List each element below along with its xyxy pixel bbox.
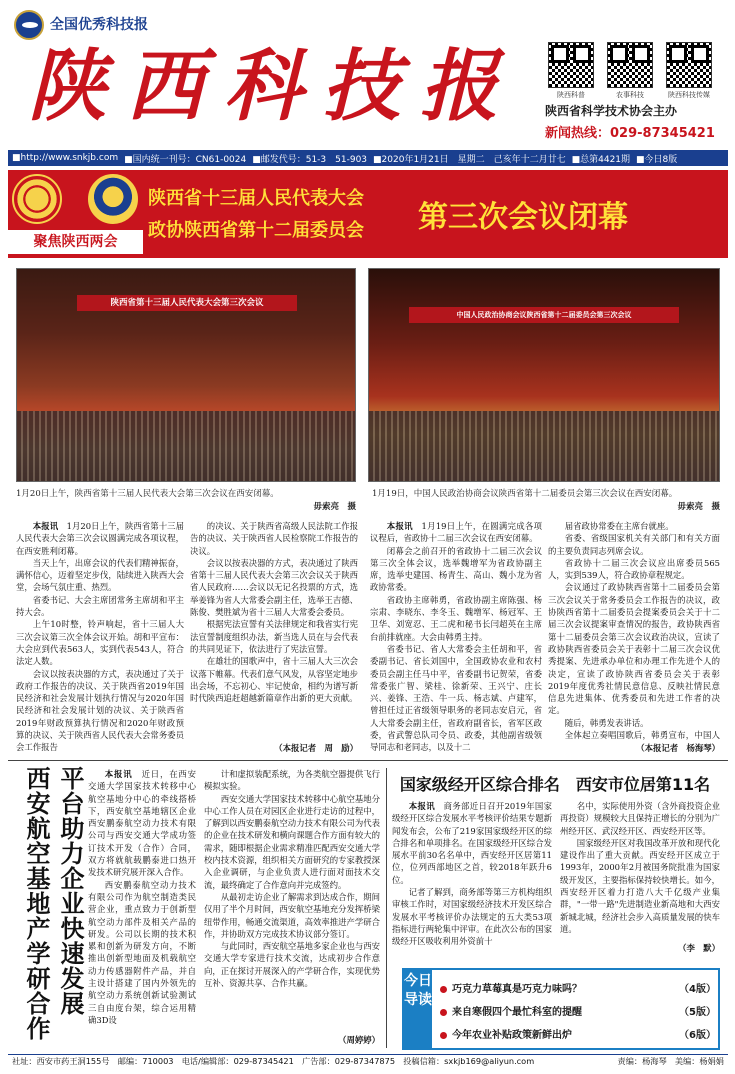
photo-audience — [369, 411, 719, 481]
article-paragraph: 名中，实际使用外资（含外商投资企业再投资）规模较大且保持正增长的分别为广州经开区、武汉经开区、西安经开区等。 — [560, 801, 720, 836]
article-paragraph: 在雄壮的国歌声中，省十三届人大三次会议落下帷幕。代表们意气风发，从容坚定地步出会场，不忘初心、牢记使命，相约为谱写新时代陕西追赶超越新篇章作出新的更大贡献。 — [190, 656, 358, 704]
today-guide-box — [402, 968, 720, 1050]
article-paragraph: 全体起立奏唱国歌后，韩勇宣布，中国人 — [564, 730, 720, 741]
national-emblem-icon — [12, 174, 62, 224]
news-hotline[interactable]: 新闻热线：029-87345421 — [545, 126, 715, 141]
caption-text: 1月19日，中国人民政治协商会议陕西省第十二届委员会第三次会议在西安闭幕。 — [372, 489, 678, 499]
guide-label: 今日导读 — [404, 970, 432, 1048]
cppcc-emblem-icon — [88, 174, 138, 224]
photo-credit: 毋索亮 摄 — [313, 502, 356, 512]
article-devzone-col1 — [392, 800, 552, 958]
article-aviation-byline: （周婷婷） — [338, 1035, 380, 1045]
article-paragraph: 国家级经开区对我国改革开放和现代化建设作出了重大贡献。西安经开区成立于1993年，2000年2月被国务院批准为国家级开发区，主要指标保持较快增长。如今，西安经开区着力打造八大千亿级产业集群，"一带一路"先进制造业新高地和大西安新城北城，经济社会步入高质量发展的快车道。 — [560, 837, 720, 934]
guide-item[interactable] — [440, 980, 716, 995]
footer-contact: 社址：西安市药王洞155号 邮编：710003 电话/编辑部：029-87345421 广告部：029-87347875 投稿信箱：sxkjb169@aliyun.com — [12, 1056, 535, 1066]
page-count: ■今日8版 — [636, 154, 678, 165]
photo-stage-banner: 中国人民政治协商会议陕西省第十二届委员会第三次会议 — [409, 307, 679, 323]
bullet-icon — [440, 1009, 447, 1016]
guide-item-page: （6版） — [679, 1030, 716, 1041]
issue-info-bar — [8, 150, 728, 166]
article-paragraph: 省委书记、大会主席团常务主席胡和平主持大会。 — [16, 594, 184, 618]
headline-sub: 西安航空基地产学研合作 — [22, 766, 50, 1041]
caption-text: 1月20日上午，陕西省第十三届人民代表大会第三次会议在西安闭幕。 — [16, 489, 279, 499]
guide-item-page: （5版） — [679, 1007, 716, 1018]
website-url[interactable]: ■http://www.snkjb.com — [12, 153, 119, 163]
article-paragraph: 记者了解到，商务部等第三方机构组织审核工作时，对国家级经济技术开发区综合发展水平考核评价办法规定的五大类53项指标进行两轮集中评审。在此次公布的国家级经开区吸收利用外资前十 — [392, 887, 552, 947]
banner-line-2: 政协陕西省第十二届委员会 — [148, 220, 364, 241]
column-divider — [386, 768, 387, 1048]
guide-item-title: 巧克力草莓真是巧克力味吗？ — [452, 984, 582, 995]
article-paragraph: 与此同时，西安航空基地多家企业也与西安交通大学专家进行技术交流，达成初步合作意向，正在探讨开展深入的产学研合作，实现优势互补、资源共享、合作共赢。 — [204, 941, 380, 989]
photo-stage-banner: 陕西省第十三届人民代表大会第三次会议 — [77, 295, 297, 311]
article-paragraph: 省政协主席韩勇，省政协副主席陈强、杨宗肃、李晓东、李冬玉、魏增军、杨冠军、王卫华、刘宽忍、王二虎和秘书长闫超英在主席台前排就座。大会由韩勇主持。 — [370, 594, 542, 642]
qr-label: 陕西科普 — [557, 91, 585, 99]
article-devzone-headline: 国家级经开区综合排名 西安市位居第11名 — [399, 775, 711, 794]
article-cppcc-byline: （本报记者 杨海琴） — [636, 743, 720, 753]
article-aviation-col1 — [88, 768, 196, 1048]
article-aviation-headline — [14, 766, 84, 1041]
footer-editors: 责编：杨海琴 美编：杨娟娟 — [617, 1056, 724, 1066]
article-paragraph: 本报讯 1月20日上午，陕西省第十三届人民代表大会第三次会议圆满完成各项议程，在西安胜利闭幕。 — [16, 521, 184, 556]
article-paragraph: 本报讯 商务部近日召开2019年国家级经开区综合发展水平考核评价结果专题新闻发布会，公布了219家国家级经开区的综合排名和单项排名。在国家级经开区综合发展水平前30名名单中，西安经开区居第11位，位列西部地区之首，较2018年跃升6位。 — [392, 801, 552, 885]
guide-item-page: （4版） — [679, 984, 716, 995]
qr-label: 陕西科技传媒 — [668, 91, 710, 99]
article-paragraph: 计和虚拟装配系统，为各类航空器提供飞行模拟实验。 — [204, 769, 380, 792]
section-divider — [8, 760, 728, 761]
page-footer — [8, 1054, 728, 1068]
article-paragraph: 省委书记、省人大常委会主任胡和平，省委副书记、省长刘国中，全国政协农业和农村委员会副主任马中平，省委副书记贺荣，省委常委张广智、梁桂、徐新荣、王兴宁、庄长兴、姜锋、王浩、牛一兵、杨志斌、卢建军，曾担任过正省级领导职务的老同志安启元，省人大常委会副主任，省政府副省长，省军区政委，省武警总队司令员、政委，其他副省级领导同志和老同志，以及十二 — [370, 643, 542, 753]
article-paragraph: 从最初走访企业了解需求到达成合作，期间仅用了半个月时间，西安航空基地充分发挥桥梁纽带作用，畅通交流渠道，高效率推进产学研合作，并协助双方完成技术协议部分签订。 — [204, 891, 380, 939]
article-paragraph: 西安鹏泰航空动力技术有限公司作为航空制造类民营企业，重点致力于创新型航空动力部件及相关产品的研发。公司以长期的技术积累和创新为研发方向，不断推出创新型地面及机载航空动力传感器附件产品，并自主设计搭建了国内外领先的航空动力系统创新试验测试三自由度台架，综合运用精确3D设 — [88, 879, 196, 1025]
article-paragraph: 本报讯 近日，在西安交通大学国家技术转移中心航空基地分中心的牵线搭桥下，西安航空基地辖区企业西安鹏泰航空动力技术有限公司与西安交通大学成功签订技术开发（合作）合同，双方将就航载鹏泰进口热开发技术研究展开深入合作。 — [88, 769, 196, 878]
newspaper-logo-icon — [14, 10, 44, 40]
photo-caption-left — [16, 488, 356, 514]
qr-code-icon[interactable] — [666, 42, 712, 88]
article-cppcc-col2 — [548, 520, 720, 742]
article-paragraph: 省政协十二届三次会议应出席委员565人，实到539人，符合政协章程规定。 — [548, 557, 720, 581]
article-paragraph: 会议通过了政协陕西省第十二届委员会第三次会议关于常务委员会工作报告的决议，政协陕西省第十二届委员会提案委员会关于十二届三次会议提案审查情况的报告，政协陕西省第十二届委员会第三次会议政治决议，宣读了政协陕西省委员会关于表彰十二届三次会议优秀提案、先进承办单位和办理工作先进个人的决定，宣读了政协陕西省委员会关于表彰2019年度优秀社情民意信息、反映社情民意信息先进集体、优秀委员和先进工作者的决定。 — [548, 582, 720, 716]
guide-item-title: 今年农业补贴政策新鲜出炉 — [452, 1030, 572, 1041]
photo-caption-right — [372, 488, 720, 514]
article-devzone-col2 — [560, 800, 720, 940]
article-paragraph: 西安交通大学国家技术转移中心航空基地分中心工作人员在对园区企业进行走访的过程中，了解到以西安鹏泰航空动力技术有限公司为代表的企业在技术研发和横向课题合作方面有较大的需求，随即根据企业需求精准匹配西安交通大学校内技术资源，组织相关方面研究的专家教授深入企业调研，与企业负责人进行面对面技术交流，最终确定了合作意向并完成签约。 — [204, 793, 380, 890]
article-devzone-byline: （李 默） — [678, 943, 720, 953]
headline-banner — [8, 170, 728, 258]
masthead — [0, 0, 735, 148]
masthead-slogan: 全国优秀科技报 — [50, 17, 148, 33]
bullet-icon — [440, 986, 447, 993]
article-aviation-col2 — [204, 768, 380, 1024]
article-paragraph: 本报讯 1月19日上午，在圆满完成各项议程后，省政协十二届三次会议在西安闭幕。 — [370, 521, 542, 544]
sponsor-line: 陕西省科学技术协会主办 — [545, 104, 678, 118]
article-npc-col1 — [16, 520, 184, 756]
postal-code: ■邮发代号：51-3 51-903 — [252, 154, 368, 165]
photo-cppcc-session — [368, 268, 720, 482]
article-cppcc-col1 — [370, 520, 542, 756]
article-paragraph: 上午10时整，铃声响起，省十三届人大三次会议第三次全体会议开始。胡和平宣布：大会应到代表563人，实到代表543人，符合法定人数。 — [16, 619, 184, 667]
banner-focus-label: 聚焦陕西两会 — [8, 230, 143, 254]
newspaper-title: 陕西科技报 — [28, 41, 519, 132]
article-paragraph: 会议以按表决器的方式，表决通过了关于政府工作报告的决议、关于陕西省2019年国民经济和社会发展计划执行情况与2020年国民经济和社会发展计划的决议、关于陕西省2019年财政预算执行情况和2020年财政预算的决议、关于陕西省人民代表大会常务委员会工作报告 — [16, 668, 184, 753]
article-paragraph: 的决议、关于陕西省高级人民法院工作报告的决议、关于陕西省人民检察院工作报告的决议。 — [190, 521, 358, 556]
headline-main: 平台助力企业快速发展 — [56, 766, 84, 1016]
article-paragraph: 会议以按表决器的方式，表决通过了陕西省第十三届人民代表大会第三次会议关于陕西省人民政府……会议以无记名投票的方式，选举姜锋为省人大常委会副主任，选举王吉德、陈俊、樊胜斌为省十三届人大常委会委员。 — [190, 557, 358, 618]
article-npc-byline: （本报记者 周 励） — [274, 743, 358, 753]
qr-label: 农事科技 — [616, 91, 644, 99]
article-paragraph: 根据宪法宣誓有关法律规定和我省实行宪法宣誓制度组织办法，新当选人员在与会代表的共同见证下，依法进行了宪法宣誓。 — [190, 619, 358, 654]
photo-credit: 毋索亮 摄 — [677, 502, 720, 512]
qr-code-icon[interactable] — [548, 42, 594, 88]
guide-item-title: 来自寒假四个最忙科室的提醒 — [452, 1007, 582, 1018]
issue-number: ■总第4421期 — [571, 154, 631, 165]
article-paragraph: 省委、省级国家机关有关部门和有关方面的主要负责同志列席会议。 — [548, 533, 720, 556]
qr-code-icon[interactable] — [607, 42, 653, 88]
article-paragraph: 届省政协常委在主席台就座。 — [564, 521, 674, 531]
article-npc-col2 — [190, 520, 358, 740]
article-paragraph: 闭幕会之前召开的省政协十二届三次会议第三次全体会议，选举魏增军为省政协副主席，选举史建国、杨青生、高山、魏小龙为省政协常委。 — [370, 545, 542, 593]
guide-item[interactable] — [440, 1026, 716, 1041]
photo-npc-session — [16, 268, 356, 482]
banner-headline: 第三次会议闭幕 — [418, 200, 628, 235]
issn-number: ■国内统一刊号：CN61-0024 — [124, 154, 247, 165]
article-paragraph: 随后，韩勇发表讲话。 — [564, 717, 649, 728]
banner-line-1: 陕西省十三届人民代表大会 — [148, 188, 364, 209]
article-paragraph: 当天上午，出席会议的代表们精神振奋，满怀信心，迈着坚定步伐，陆续进入陕西大会堂，会场气氛庄重、热烈。 — [16, 557, 184, 593]
guide-item[interactable] — [440, 1003, 716, 1018]
photo-audience — [17, 411, 355, 481]
issue-date: ■2020年1月21日 星期二 己亥年十二月廿七 — [373, 154, 566, 165]
bullet-icon — [440, 1032, 447, 1039]
